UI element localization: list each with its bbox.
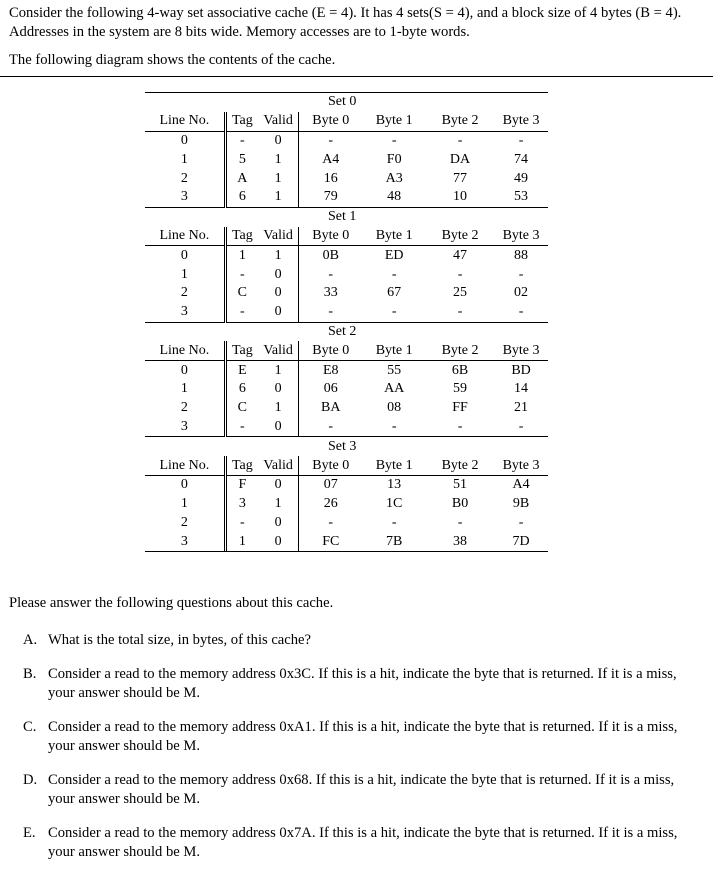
cache-line-row xyxy=(145,514,548,533)
header-b2: Byte 2 xyxy=(426,227,494,246)
cell-b0: - xyxy=(328,266,334,282)
cell-b1: 7B xyxy=(386,533,403,549)
cell-line: 3 xyxy=(145,532,225,551)
cell-line: 3 xyxy=(145,418,225,437)
header-line: Line No. xyxy=(145,341,225,360)
section-divider xyxy=(0,76,713,77)
cell-valid: 0 xyxy=(258,380,299,399)
header-line: Line No. xyxy=(145,456,225,475)
cell-line: 1 xyxy=(145,380,225,399)
cell-b3: - xyxy=(518,514,524,530)
set-title: Set 0 xyxy=(145,93,548,112)
cache-line-row xyxy=(145,246,548,265)
cache-line-row xyxy=(145,475,548,494)
cache-line-row xyxy=(145,361,548,380)
cell-tag: - xyxy=(240,514,245,530)
cell-b3: 9B xyxy=(512,496,530,512)
cell-b2: - xyxy=(457,418,463,434)
cell-b1: AA xyxy=(384,381,405,397)
cell-line: 1 xyxy=(145,265,225,284)
cell-valid: 1 xyxy=(258,150,299,169)
cache-line-row xyxy=(145,284,548,303)
cell-b3: 49 xyxy=(514,170,529,186)
cell-b1: 1C xyxy=(386,496,403,512)
question-item xyxy=(23,631,693,651)
cell-b1: - xyxy=(391,514,397,530)
cell-b3: 02 xyxy=(514,285,529,301)
cell-tag: A xyxy=(237,170,248,186)
cell-b2: 6B xyxy=(451,362,469,378)
cell-b0: - xyxy=(328,304,334,320)
cell-valid: 1 xyxy=(258,246,299,265)
cell-b1: 08 xyxy=(387,400,402,416)
cell-b3: - xyxy=(518,266,524,282)
header-tag: Tag xyxy=(225,112,258,131)
cell-b1: 13 xyxy=(387,477,402,493)
cell-valid: 0 xyxy=(258,418,299,437)
cell-valid: 0 xyxy=(258,532,299,551)
cell-b0: 0B xyxy=(322,247,339,263)
header-b1: Byte 1 xyxy=(362,456,426,475)
header-line: Line No. xyxy=(145,227,225,246)
cell-b0: 79 xyxy=(323,189,338,205)
cell-valid: 1 xyxy=(258,188,299,207)
cell-b1: 48 xyxy=(387,189,402,205)
header-b1: Byte 1 xyxy=(362,341,426,360)
question-letter: D. xyxy=(23,771,38,788)
cell-b1: - xyxy=(391,418,397,434)
cell-tag: E xyxy=(238,362,247,378)
cell-line: 2 xyxy=(145,169,225,188)
cell-b0: 26 xyxy=(323,496,338,512)
cell-b0: FC xyxy=(322,533,340,549)
cell-b1: F0 xyxy=(386,151,402,167)
cell-b2: 47 xyxy=(453,247,468,263)
cell-b3: - xyxy=(518,304,524,320)
cache-line-row xyxy=(145,131,548,150)
cell-b1: A3 xyxy=(385,170,403,186)
question-text: Consider a read to the memory address 0x68. If this is a hit, indicate the byte that is returned. If it is a miss, your answer should be M. xyxy=(48,771,675,807)
cell-tag: 1 xyxy=(238,247,246,263)
cell-tag: C xyxy=(237,400,248,416)
question-letter: B. xyxy=(23,665,37,682)
set-title-row xyxy=(145,322,548,341)
header-valid: Valid xyxy=(258,456,299,475)
header-valid: Valid xyxy=(258,341,299,360)
problem-intro: Consider the following 4-way set associative cache (E = 4). It has 4 sets(S = 4), and a block size of 4 bytes (B = 4). Addresses in the system are 8 bits wide. Memory accesses are to 1-byte words. xyxy=(9,5,682,40)
cache-line-row xyxy=(145,150,548,169)
cell-line: 0 xyxy=(145,246,225,265)
set-title-row xyxy=(145,93,548,112)
question-letter: C. xyxy=(23,718,37,735)
cell-b3: 7D xyxy=(512,533,530,549)
header-b0: Byte 0 xyxy=(299,227,363,246)
cell-b2: 10 xyxy=(453,189,468,205)
header-tag: Tag xyxy=(225,341,258,360)
question-item xyxy=(23,665,693,704)
header-line: Line No. xyxy=(145,112,225,131)
cell-b0: - xyxy=(328,418,334,434)
column-header-row xyxy=(145,227,548,246)
cell-b2: 59 xyxy=(453,381,468,397)
cell-valid: 1 xyxy=(258,361,299,380)
header-b3: Byte 3 xyxy=(494,456,548,475)
cell-b1: ED xyxy=(384,247,404,263)
question-text: What is the total size, in bytes, of this cache? xyxy=(48,632,312,648)
cell-valid: 0 xyxy=(258,284,299,303)
cell-b1: 67 xyxy=(387,285,402,301)
cell-b1: 55 xyxy=(387,362,402,378)
header-b1: Byte 1 xyxy=(362,112,426,131)
header-b0: Byte 0 xyxy=(299,456,363,475)
cell-b0: A4 xyxy=(322,151,340,167)
cell-b3: - xyxy=(518,418,524,434)
diagram-intro: The following diagram shows the contents of the cache. xyxy=(9,52,336,68)
cell-tag: - xyxy=(240,266,245,282)
cell-b2: 38 xyxy=(453,533,468,549)
cell-valid: 0 xyxy=(258,514,299,533)
question-letter: E. xyxy=(23,824,36,841)
question-text: Consider a read to the memory address 0x3C. If this is a hit, indicate the byte that is returned. If it is a miss, your answer should be M. xyxy=(48,665,677,701)
cache-line-row xyxy=(145,169,548,188)
cell-b2: 25 xyxy=(453,285,468,301)
cell-b0: 16 xyxy=(323,170,338,186)
header-b3: Byte 3 xyxy=(494,112,548,131)
cell-valid: 0 xyxy=(258,475,299,494)
header-b3: Byte 3 xyxy=(494,227,548,246)
question-text: Consider a read to the memory address 0xA1. If this is a hit, indicate the byte that is returned. If it is a miss, your answer should be M. xyxy=(48,718,678,754)
header-b2: Byte 2 xyxy=(426,112,494,131)
cache-line-row xyxy=(145,380,548,399)
cell-b0: - xyxy=(328,514,334,530)
cell-tag: F xyxy=(238,477,247,493)
questions-prompt: Please answer the following questions about this cache. xyxy=(9,595,334,611)
cell-b0: - xyxy=(328,132,334,148)
cache-table-bottom-rule xyxy=(145,551,548,552)
cell-b0: BA xyxy=(321,400,341,416)
cell-b3: BD xyxy=(511,362,531,378)
cell-tag: 6 xyxy=(238,381,246,397)
cache-line-row xyxy=(145,188,548,207)
header-b2: Byte 2 xyxy=(426,456,494,475)
cell-valid: 0 xyxy=(258,265,299,284)
cell-line: 0 xyxy=(145,361,225,380)
cell-valid: 1 xyxy=(258,495,299,514)
header-valid: Valid xyxy=(258,112,299,131)
cell-line: 0 xyxy=(145,131,225,150)
cell-tag: - xyxy=(240,132,245,148)
question-item xyxy=(23,824,693,863)
question-letter: A. xyxy=(23,632,38,648)
cell-valid: 0 xyxy=(258,303,299,322)
header-tag: Tag xyxy=(225,456,258,475)
cell-b2: - xyxy=(457,132,463,148)
cell-b2: - xyxy=(457,514,463,530)
cell-line: 2 xyxy=(145,399,225,418)
cell-b2: B0 xyxy=(451,496,469,512)
cell-b0: 06 xyxy=(323,381,338,397)
cell-tag: 3 xyxy=(238,496,246,512)
cell-tag: 6 xyxy=(238,189,246,205)
cell-line: 3 xyxy=(145,188,225,207)
header-b0: Byte 0 xyxy=(299,112,363,131)
cell-b2: - xyxy=(457,304,463,320)
cache-line-row xyxy=(145,532,548,551)
cell-b1: - xyxy=(391,266,397,282)
cell-b2: FF xyxy=(452,400,468,416)
cell-b3: 74 xyxy=(514,151,529,167)
header-valid: Valid xyxy=(258,227,299,246)
question-item xyxy=(23,718,693,757)
column-header-row xyxy=(145,456,548,475)
set-title-row xyxy=(145,207,548,226)
cache-line-row xyxy=(145,303,548,322)
set-title: Set 2 xyxy=(145,322,548,341)
header-b2: Byte 2 xyxy=(426,341,494,360)
cache-line-row xyxy=(145,265,548,284)
cell-line: 2 xyxy=(145,284,225,303)
cell-tag: C xyxy=(237,285,248,301)
cell-b3: 53 xyxy=(514,189,529,205)
cell-line: 3 xyxy=(145,303,225,322)
cell-valid: 0 xyxy=(258,131,299,150)
cell-b3: 14 xyxy=(514,381,529,397)
cache-line-row xyxy=(145,399,548,418)
cache-table xyxy=(145,92,548,551)
cell-b0: 07 xyxy=(323,477,338,493)
column-header-row xyxy=(145,112,548,131)
cell-tag: 5 xyxy=(238,151,246,167)
header-b3: Byte 3 xyxy=(494,341,548,360)
header-b1: Byte 1 xyxy=(362,227,426,246)
cell-tag: - xyxy=(240,418,245,434)
cache-line-row xyxy=(145,495,548,514)
cell-b0: 33 xyxy=(323,285,338,301)
column-header-row xyxy=(145,341,548,360)
cache-diagram xyxy=(145,92,548,552)
cell-b3: A4 xyxy=(512,477,530,493)
cell-b2: 51 xyxy=(453,477,468,493)
cell-valid: 1 xyxy=(258,169,299,188)
cell-b1: - xyxy=(391,304,397,320)
set-title: Set 3 xyxy=(145,437,548,456)
header-b0: Byte 0 xyxy=(299,341,363,360)
cell-b3: 88 xyxy=(514,247,529,263)
cell-valid: 1 xyxy=(258,399,299,418)
cell-line: 0 xyxy=(145,475,225,494)
cell-b1: - xyxy=(391,132,397,148)
set-title: Set 1 xyxy=(145,207,548,226)
cell-b0: E8 xyxy=(322,362,339,378)
cell-line: 2 xyxy=(145,514,225,533)
set-title-row xyxy=(145,437,548,456)
cell-line: 1 xyxy=(145,150,225,169)
cache-line-row xyxy=(145,418,548,437)
question-list xyxy=(23,631,693,877)
cell-line: 1 xyxy=(145,495,225,514)
header-tag: Tag xyxy=(225,227,258,246)
cell-tag: 1 xyxy=(238,533,246,549)
cell-b3: - xyxy=(518,132,524,148)
cell-b2: 77 xyxy=(453,170,468,186)
question-text: Consider a read to the memory address 0x7A. If this is a hit, indicate the byte that is returned. If it is a miss, your answer should be M. xyxy=(48,824,678,860)
cell-b3: 21 xyxy=(514,400,529,416)
cell-b2: - xyxy=(457,266,463,282)
question-item xyxy=(23,771,693,810)
cell-tag: - xyxy=(240,304,245,320)
cell-b2: DA xyxy=(449,151,471,167)
